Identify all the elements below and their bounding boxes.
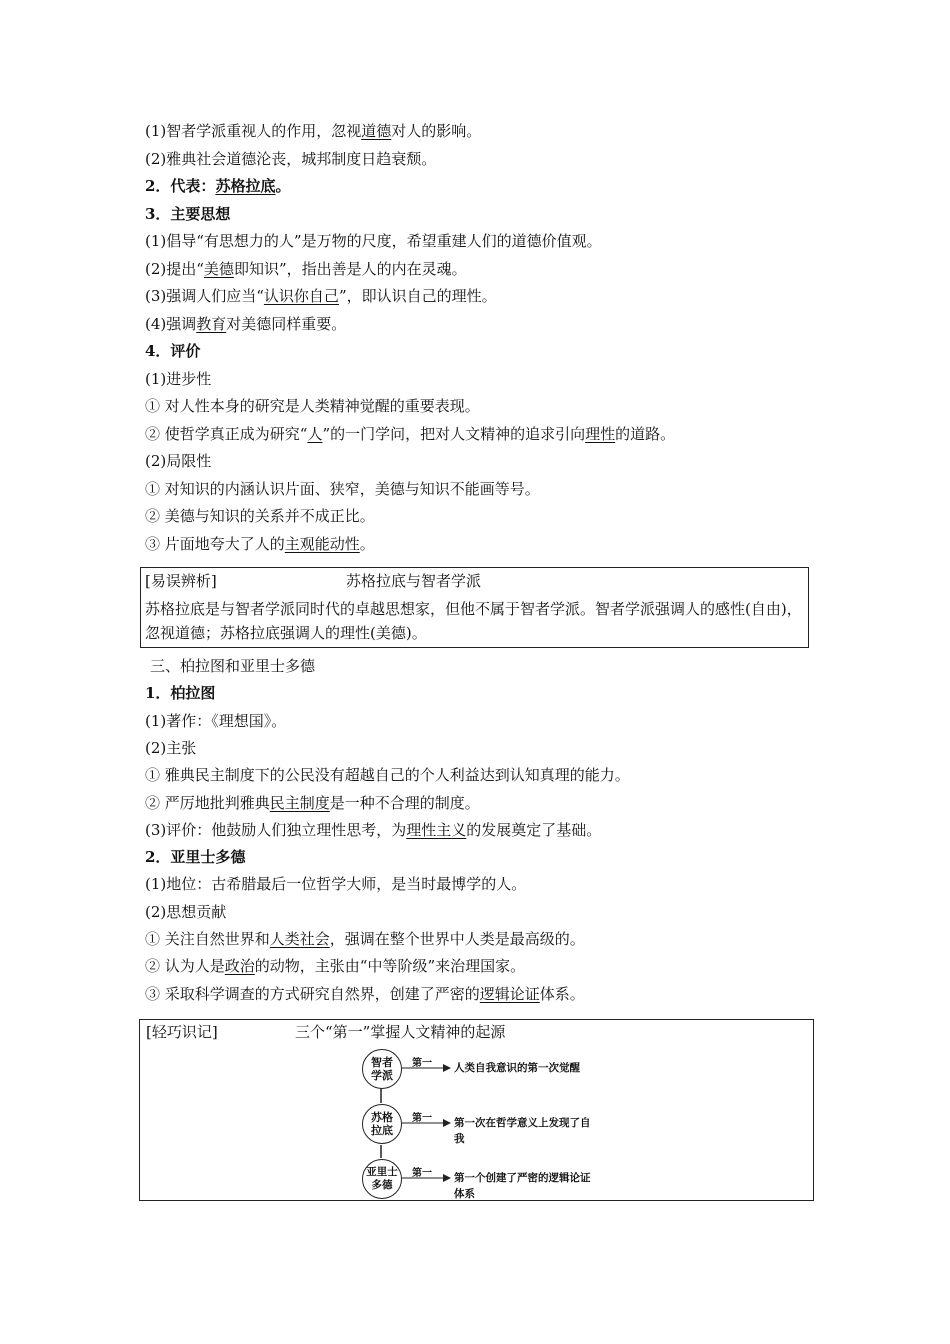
text-line [145,929,585,949]
edge-label-2: 第一 [412,1113,432,1124]
text-segment: (1)地位：古希腊最后一位哲学大师，是当时最博学的人。 [145,875,527,894]
text-segment: (2)提出“ [145,259,204,278]
text-line [145,793,480,813]
text-line [145,396,480,416]
text-segment: 1．柏拉图 [145,684,216,703]
text-line [145,984,585,1004]
text-segment: 对人的影响。 [391,122,482,140]
text-segment: 。 [359,534,375,553]
text-segment: ① 关注自然世界和 [145,930,270,948]
text-segment: ② 美德与知识的关系并不成正比。 [145,507,375,525]
text-segment: 的动物，主张由“中等阶级”来治理国家。 [254,957,526,976]
node-desc-2: 第一次在哲学意义上发现了自我 [454,1117,591,1145]
tip-box-header: [易误辨析] [145,572,217,590]
text-line [145,286,497,306]
text-segment: (3)评价：他鼓励人们独立理性思考，为 [145,820,407,839]
text-segment: 3．主要思想 [145,204,231,223]
node-socrates: 苏格 拉底 [362,1104,402,1144]
text-line [145,738,196,758]
text-segment: ③ 片面地夸大了人的 [145,534,285,553]
text-segment: (2)雅典社会道德沦丧，城邦制度日趋衰颓。 [145,149,437,168]
edge-label-1: 第一 [412,1058,432,1069]
text-segment: 的发展奠定了基础。 [466,820,602,839]
text-line [145,711,286,731]
text-segment: ”，即认识自己的理性。 [338,287,497,305]
text-segment: (1)著作：《理想国》。 [145,711,287,730]
tip-box-body: 苏格拉底是与智者学派同时代的卓越思想家，但他不属于智者学派。智者学派强调人的感性(自由)，忽视道德；苏格拉底强调人的理性(美德)。 [145,600,802,642]
text-segment: ② 严厉地批判雅典 [145,793,270,812]
text-segment: (1)智者学派重视人的作用，忽视 [145,122,362,140]
text-segment: (3)强调人们应当“ [145,287,264,305]
text-line [145,765,630,785]
text-segment: 对美德同样重要。 [226,314,347,333]
edge-label-3: 第一 [412,1168,432,1179]
text-segment: ③ 采取科学调查的方式研究自然界，创建了严密的 [145,984,480,1003]
underlined-term: 人 [307,424,323,443]
underlined-term: 民主制度 [269,793,330,812]
three-firsts-diagram [358,1046,598,1198]
underlined-term: 美德 [203,259,234,278]
text-line [145,424,675,444]
text-segment: ① 雅典民主制度下的公民没有超越自己的个人利益达到认知真理的能力。 [145,766,630,785]
text-line [145,820,601,840]
node-sophists: 智者 学派 [362,1049,402,1089]
underlined-term: 道德 [361,122,392,140]
underlined-term: 理性 [585,424,616,443]
text-segment: ② 使哲学真正成为研究“ [145,424,308,443]
text-segment: 。 [275,177,291,195]
memory-box-title: 三个“第一”掌握人文精神的起源 [295,1023,506,1041]
memory-box-header: [轻巧识记] [146,1023,218,1041]
text-segment: 4．评价 [145,342,201,360]
underlined-term: 人类社会 [269,930,330,948]
text-segment: 即知识”，指出善是人的内在灵魂。 [233,259,467,278]
tip-box-common-errors [140,567,809,648]
underlined-term: 理性主义 [406,820,467,839]
text-line [145,341,200,361]
text-segment: ② 认为人是 [145,957,225,976]
text-segment: ”的一门学问，把对人文精神的追求引向 [322,424,586,443]
text-line [145,369,211,389]
node-desc-3: 第一个创建了严密的逻辑论证体系 [454,1172,591,1200]
text-line [145,874,526,894]
text-line [150,656,315,676]
text-line [145,176,290,196]
text-line [145,314,346,334]
text-segment: (2)思想贡献 [145,902,227,921]
underlined-term: 教育 [196,314,227,333]
text-segment: 三、柏拉图和亚里士多德 [150,657,316,675]
underlined-term: 逻辑论证 [479,984,540,1003]
text-segment: 是一种不合理的制度。 [329,793,480,812]
node-desc-1: 人类自我意识的第一次觉醒 [454,1062,580,1074]
text-line [145,451,211,471]
text-segment: (1)进步性 [145,369,212,388]
text-segment: (1)倡导“有思想力的人”是万物的尺度，希望重建人们的道德价值观。 [145,232,602,250]
text-line [145,683,215,703]
text-segment: (4)强调 [145,314,197,333]
text-segment: 2．代表： [145,177,216,195]
underlined-term: 认识你自己 [263,287,339,305]
underlined-term: 苏格拉底 [215,177,276,195]
text-line [145,506,375,526]
underlined-term: 政治 [224,957,255,976]
text-segment: ，强调在整个世界中人类是最高级的。 [329,930,585,948]
text-segment: ① 对知识的内涵认识片面、狭窄，美德与知识不能画等号。 [145,479,540,498]
text-line [145,259,467,279]
node-aristotle: 亚里士 多德 [362,1159,402,1199]
text-line [145,204,230,224]
text-line [145,534,375,554]
text-segment: 2．亚里士多德 [145,848,246,867]
underlined-term: 主观能动性 [284,534,360,553]
text-segment: (2)局限性 [145,452,212,470]
text-segment: ① 对人性本身的研究是人类精神觉醒的重要表现。 [145,397,480,415]
text-line [145,847,245,867]
text-line [145,149,436,169]
text-segment: 体系。 [539,984,585,1003]
text-line [145,902,226,922]
text-segment: 的道路。 [615,424,676,443]
text-line [145,479,540,499]
text-line [145,231,602,251]
text-line [145,121,481,141]
tip-box-title: 苏格拉底与智者学派 [346,572,482,590]
text-line [145,956,525,976]
text-segment: (2)主张 [145,738,197,757]
